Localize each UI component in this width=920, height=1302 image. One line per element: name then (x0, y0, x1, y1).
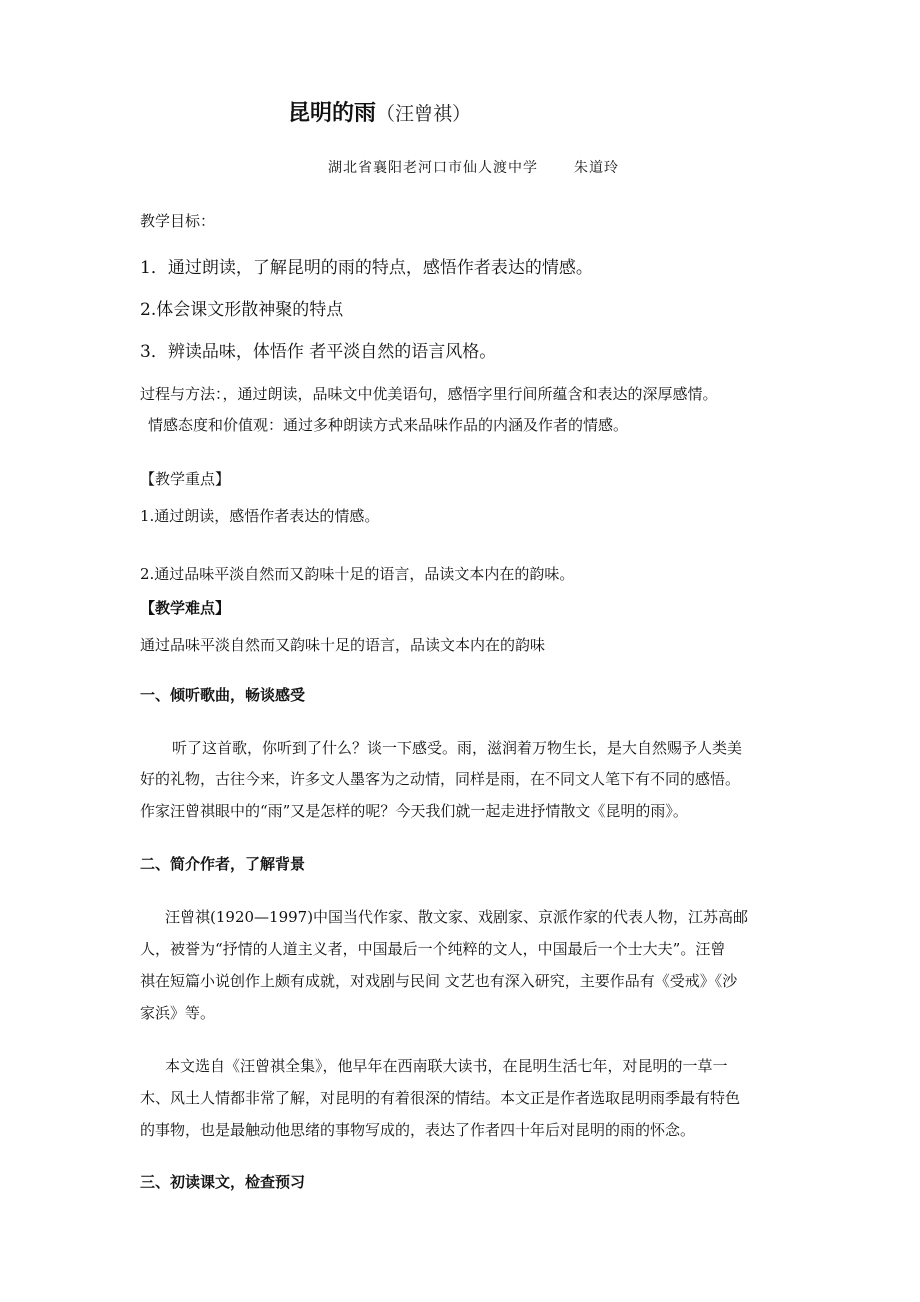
paragraph-line: 本文选自《汪曾祺全集》，他早年在西南联大读书，在昆明生活七年，对昆明的一草一 (165, 1057, 728, 1075)
document-title (288, 100, 471, 128)
paragraph-line: 听了这首歌，你听到了什么？谈一下感受。雨，滋润着万物生长，是大自然赐予人类美 (172, 739, 743, 757)
process-text: 过程与方法：，通过朗读，品味文中优美语句，感悟字里行间所蕴含和表达的深厚感情。 (140, 385, 718, 403)
paragraph-line: 木、风土人情都非常了解，对昆明的有着很深的情结。本文正是作者选取昆明雨季最有特色 (140, 1089, 741, 1107)
key-point-item: 2.通过品味平淡自然而又韵味十足的语言，品读文本内在的韵味。 (140, 565, 575, 583)
paragraph-line: 家浜》等。 (140, 1004, 216, 1022)
emotion-text: 情感态度和价值观：通过多种朗读方式来品味作品的内涵及作者的情感。 (148, 416, 629, 434)
paragraph-line: 作家汪曾祺眼中的“雨”又是怎样的呢？今天我们就一起走进抒情散文《昆明的雨》。 (140, 802, 688, 820)
teacher: 朱道玲 (574, 160, 619, 176)
byline (328, 158, 619, 178)
paragraph-line: 汪曾祺(1920—1997)中国当代作家、散文家、戏剧家、京派作家的代表人物，江苏高邮 (165, 908, 749, 926)
difficulties-heading: 【教学难点】 (140, 599, 231, 617)
key-point-item: 1.通过朗读，感悟作者表达的情感。 (140, 507, 380, 525)
paragraph-line: 的事物，也是最触动他思绪的事物写成的，表达了作者四十年后对昆明的雨的怀念。 (140, 1121, 696, 1139)
section1-heading: 一、倾听歌曲，畅谈感受 (140, 686, 306, 704)
objective-item: 2.体会课文形散神聚的特点 (140, 300, 344, 320)
title-author: （汪曾祺） (376, 103, 472, 125)
objectives-heading: 教学目标： (140, 212, 216, 230)
section3-heading: 三、初读课文，检查预习 (140, 1173, 306, 1191)
objective-item: 3．辨读品味，体悟作 者平淡自然的语言风格。 (140, 342, 497, 362)
key-points-heading: 【教学重点】 (140, 470, 231, 488)
section2-heading: 二、简介作者，了解背景 (140, 855, 306, 873)
objective-item: 1．通过朗读，了解昆明的雨的特点，感悟作者表达的情感。 (140, 258, 593, 278)
paragraph-line: 好的礼物，古往今来，许多文人墨客为之动情，同样是雨，在不同文人笔下有不同的感悟。 (140, 770, 741, 788)
school: 湖北省襄阳老河口市仙人渡中学 (328, 160, 538, 176)
title-main: 昆明的雨 (288, 101, 377, 126)
paragraph-line: 祺在短篇小说创作上颇有成就，对戏剧与民间 文艺也有深入研究，主要作品有《受戒》《沙 (140, 972, 738, 990)
difficulties-text: 通过品味平淡自然而又韵味十足的语言，品读文本内在的韵味 (140, 636, 546, 654)
paragraph-line: 人，被誉为“抒情的人道主义者，中国最后一个纯粹的文人，中国最后一个士大夫”。汪曾 (140, 940, 726, 958)
